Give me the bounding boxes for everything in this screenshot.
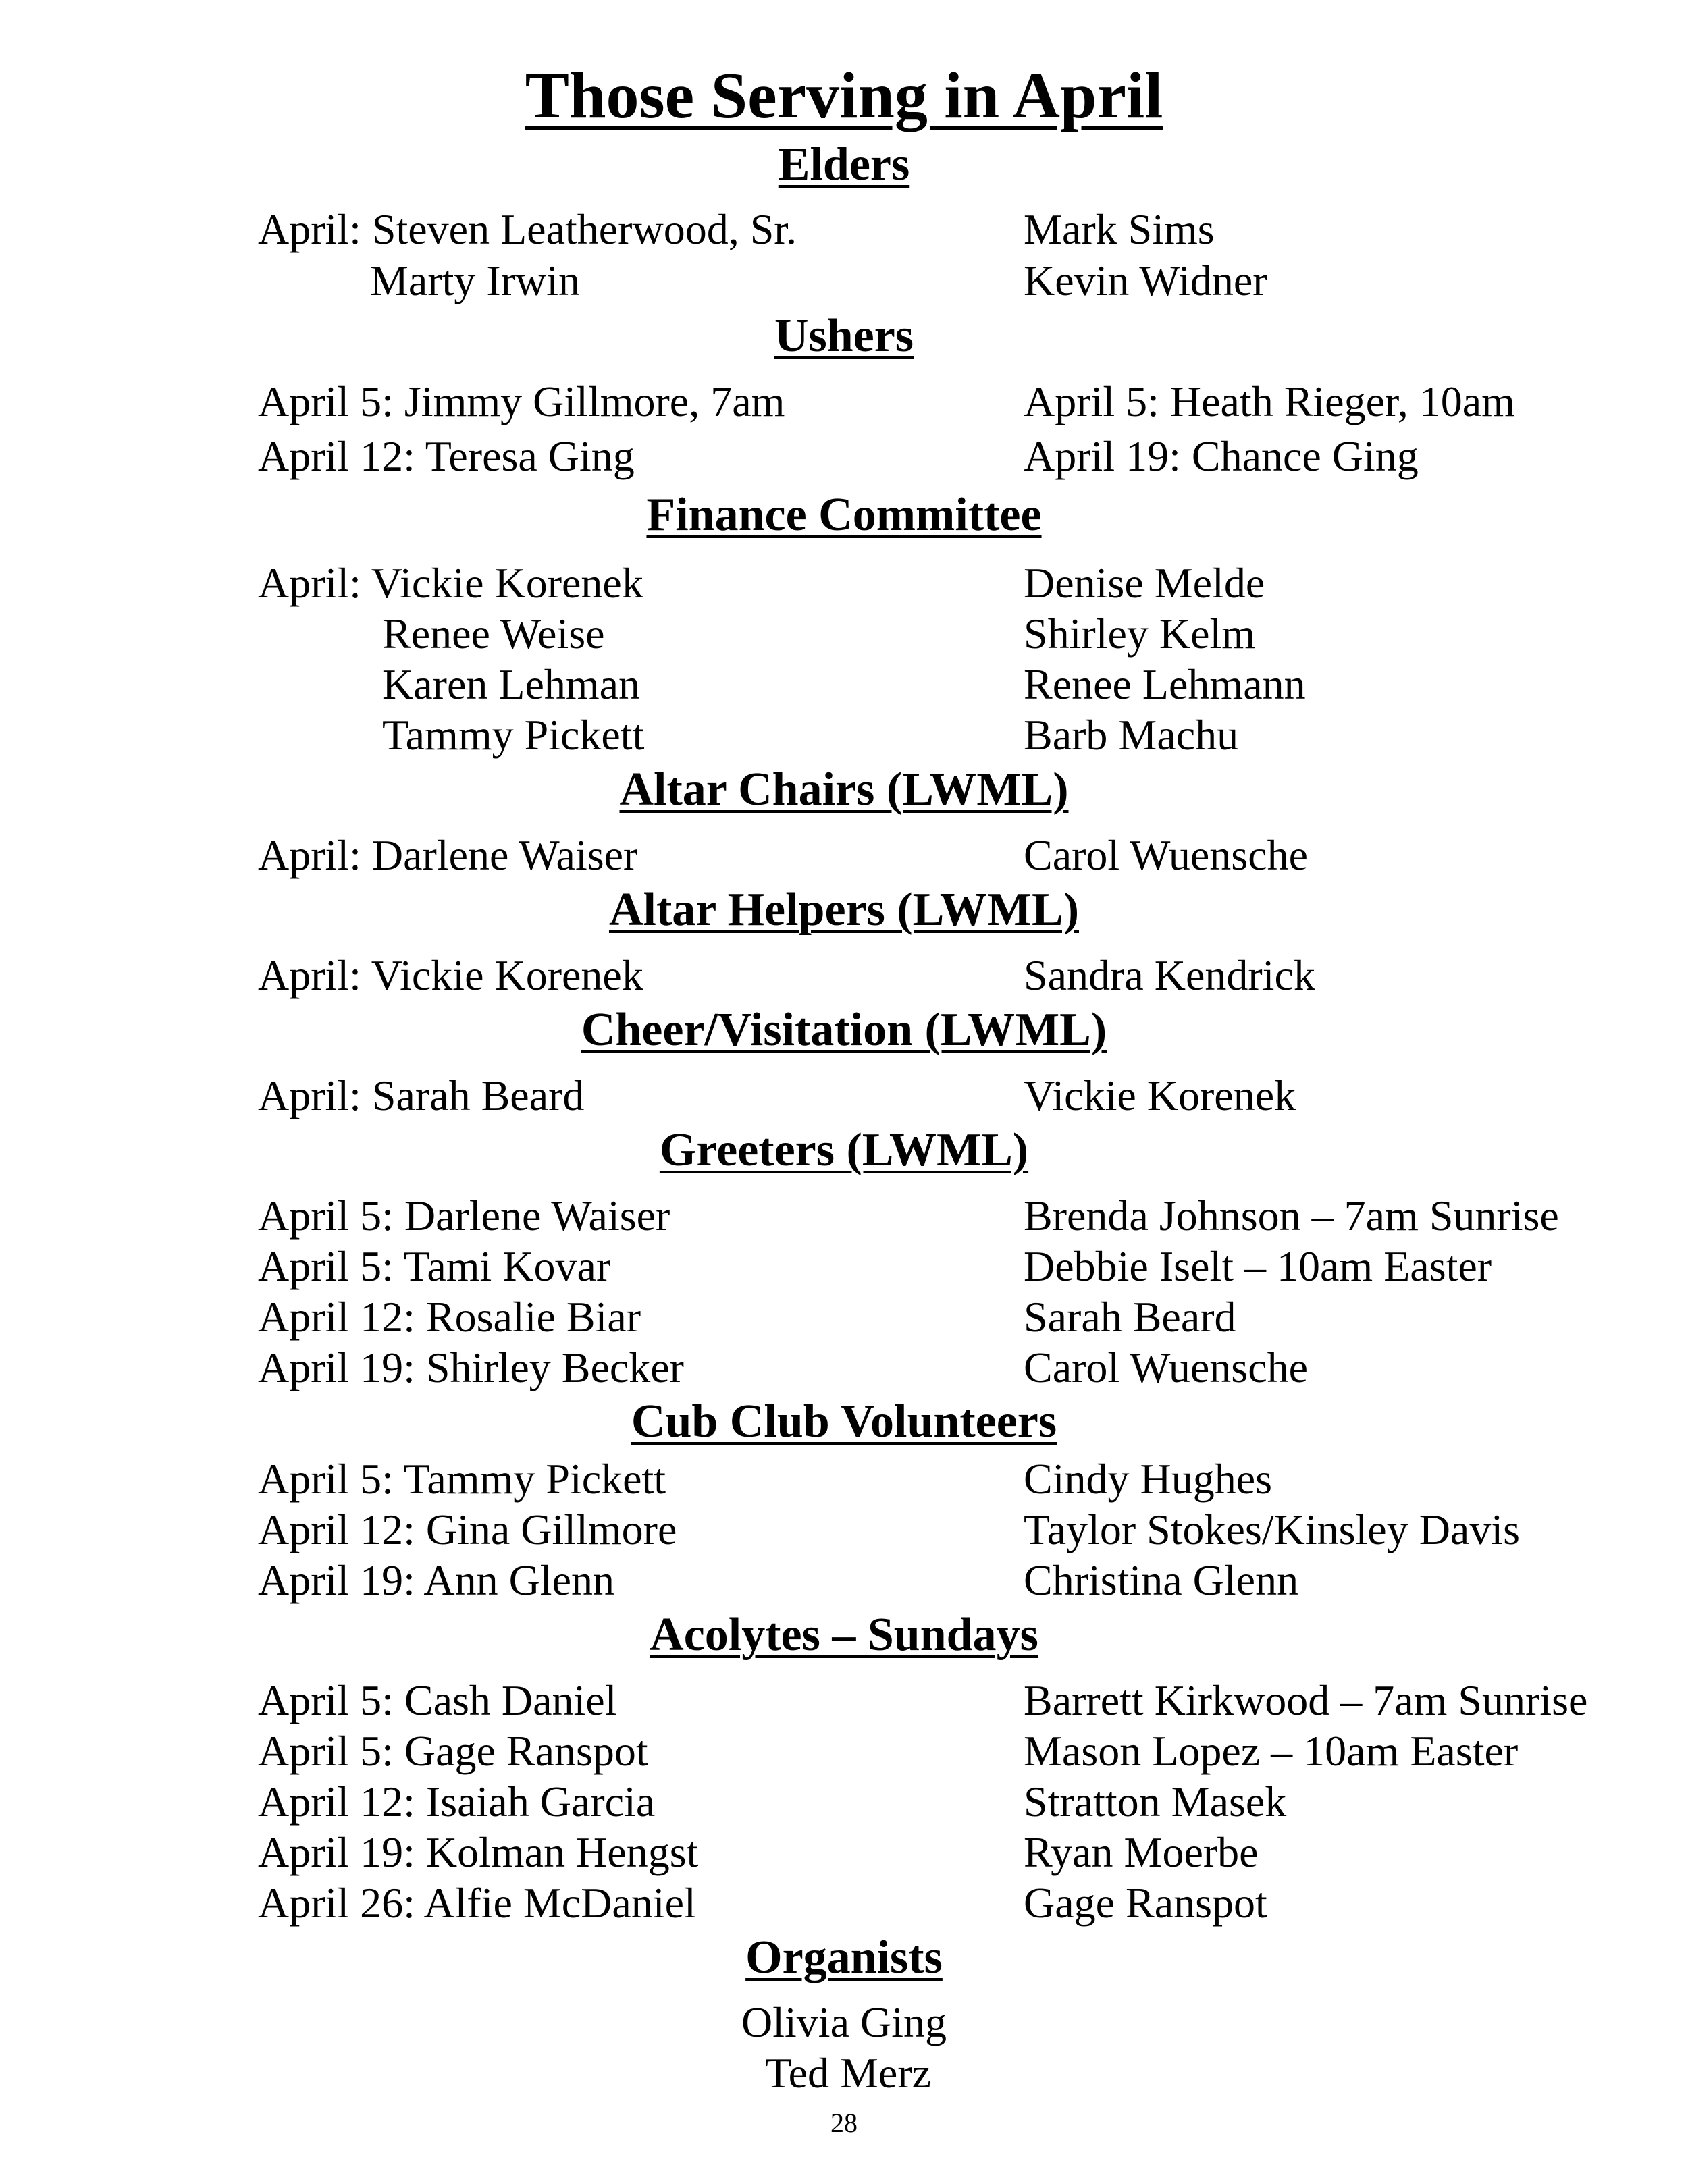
altar-chairs-left: April: Darlene Waiser [258, 831, 638, 879]
greeters-right: Brenda Johnson – 7am Sunrise [1024, 1192, 1559, 1240]
greeters-right: Carol Wuensche [1024, 1343, 1308, 1391]
altar-helpers-right: Sandra Kendrick [1024, 951, 1315, 999]
acolytes-row [0, 1776, 1688, 1827]
greeters-row [0, 1190, 1688, 1241]
finance-right: Denise Melde [1024, 559, 1265, 607]
greeters-right: Sarah Beard [1024, 1293, 1236, 1341]
page-number: 28 [830, 2108, 858, 2138]
finance-row [0, 608, 1688, 659]
finance-right: Shirley Kelm [1024, 610, 1256, 658]
greeters-right: Debbie Iselt – 10am Easter [1024, 1242, 1492, 1290]
altar-chairs-right: Carol Wuensche [1024, 831, 1308, 879]
heading-ushers: Ushers [774, 310, 914, 362]
ushers-left: April 12: Teresa Ging [258, 432, 635, 480]
elders-left: Marty Irwin [370, 257, 581, 304]
ushers-row [0, 431, 1688, 481]
altar-helpers-left: April: Vickie Korenek [258, 951, 643, 999]
finance-left: Renee Weise [382, 610, 605, 658]
cub-club-left: April 19: Ann Glenn [258, 1556, 614, 1604]
greeters-left: April 5: Tami Kovar [258, 1242, 611, 1290]
heading-altar-chairs: Altar Chairs (LWML) [619, 764, 1069, 816]
cub-club-row [0, 1504, 1688, 1555]
ushers-right: April 5: Heath Rieger, 10am [1024, 377, 1515, 425]
cub-club-right: Christina Glenn [1024, 1556, 1299, 1604]
finance-left: Karen Lehman [382, 660, 641, 708]
cub-club-row [0, 1454, 1688, 1504]
page-title: Those Serving in April [525, 59, 1163, 132]
acolytes-left: April 5: Gage Ranspot [258, 1727, 648, 1775]
heading-organists: Organists [745, 1932, 943, 1983]
cub-club-row [0, 1555, 1688, 1605]
acolytes-row [0, 1877, 1688, 1928]
acolytes-left: April 12: Isaiah Garcia [258, 1778, 656, 1826]
finance-right: Renee Lehmann [1024, 660, 1306, 708]
heading-acolytes: Acolytes – Sundays [650, 1609, 1038, 1661]
finance-left: Tammy Pickett [382, 711, 645, 759]
finance-row [0, 710, 1688, 760]
greeters-row [0, 1342, 1688, 1393]
greeters-left: April 5: Darlene Waiser [258, 1192, 670, 1240]
elders-right: Mark Sims [1024, 205, 1215, 253]
finance-left: April: Vickie Korenek [258, 559, 643, 607]
elders-left: April: Steven Leatherwood, Sr. [258, 205, 797, 253]
elders-row [0, 204, 1688, 255]
acolytes-left: April 5: Cash Daniel [258, 1676, 617, 1724]
finance-row [0, 659, 1688, 710]
cub-club-left: April 5: Tammy Pickett [258, 1455, 666, 1503]
altar-helpers-row [0, 950, 1688, 1001]
finance-row [0, 558, 1688, 608]
organist-name: Olivia Ging [741, 1998, 947, 2046]
heading-finance-committee: Finance Committee [646, 489, 1042, 541]
heading-cheer-visitation: Cheer/Visitation (LWML) [581, 1004, 1107, 1056]
acolytes-right: Gage Ranspot [1024, 1879, 1267, 1927]
greeters-left: April 12: Rosalie Biar [258, 1293, 641, 1341]
acolytes-left: April 19: Kolman Hengst [258, 1828, 699, 1876]
cub-club-right: Cindy Hughes [1024, 1455, 1272, 1503]
elders-row [0, 255, 1688, 306]
ushers-right: April 19: Chance Ging [1024, 432, 1419, 480]
greeters-left: April 19: Shirley Becker [258, 1343, 684, 1391]
acolytes-right: Ryan Moerbe [1024, 1828, 1259, 1876]
ushers-left: April 5: Jimmy Gillmore, 7am [258, 377, 785, 425]
acolytes-row [0, 1675, 1688, 1726]
heading-elders: Elders [778, 138, 910, 190]
cub-club-right: Taylor Stokes/Kinsley Davis [1024, 1506, 1520, 1553]
heading-cub-club-volunteers: Cub Club Volunteers [631, 1395, 1057, 1447]
heading-altar-helpers: Altar Helpers (LWML) [608, 884, 1080, 936]
cub-club-left: April 12: Gina Gillmore [258, 1506, 677, 1553]
heading-greeters: Greeters (LWML) [659, 1124, 1029, 1176]
greeters-row [0, 1291, 1688, 1342]
ushers-row [0, 376, 1688, 427]
elders-right: Kevin Widner [1024, 257, 1267, 304]
acolytes-left: April 26: Alfie McDaniel [258, 1879, 696, 1927]
cheer-left: April: Sarah Beard [258, 1071, 585, 1119]
altar-chairs-row [0, 830, 1688, 880]
acolytes-row [0, 1726, 1688, 1776]
acolytes-right: Mason Lopez – 10am Easter [1024, 1727, 1519, 1775]
finance-right: Barb Machu [1024, 711, 1239, 759]
acolytes-right: Barrett Kirkwood – 7am Sunrise [1024, 1676, 1588, 1724]
acolytes-row [0, 1827, 1688, 1877]
acolytes-right: Stratton Masek [1024, 1778, 1287, 1826]
cheer-right: Vickie Korenek [1024, 1071, 1296, 1119]
greeters-row [0, 1241, 1688, 1291]
organist-name: Ted Merz [764, 2049, 932, 2097]
cheer-row [0, 1070, 1688, 1121]
